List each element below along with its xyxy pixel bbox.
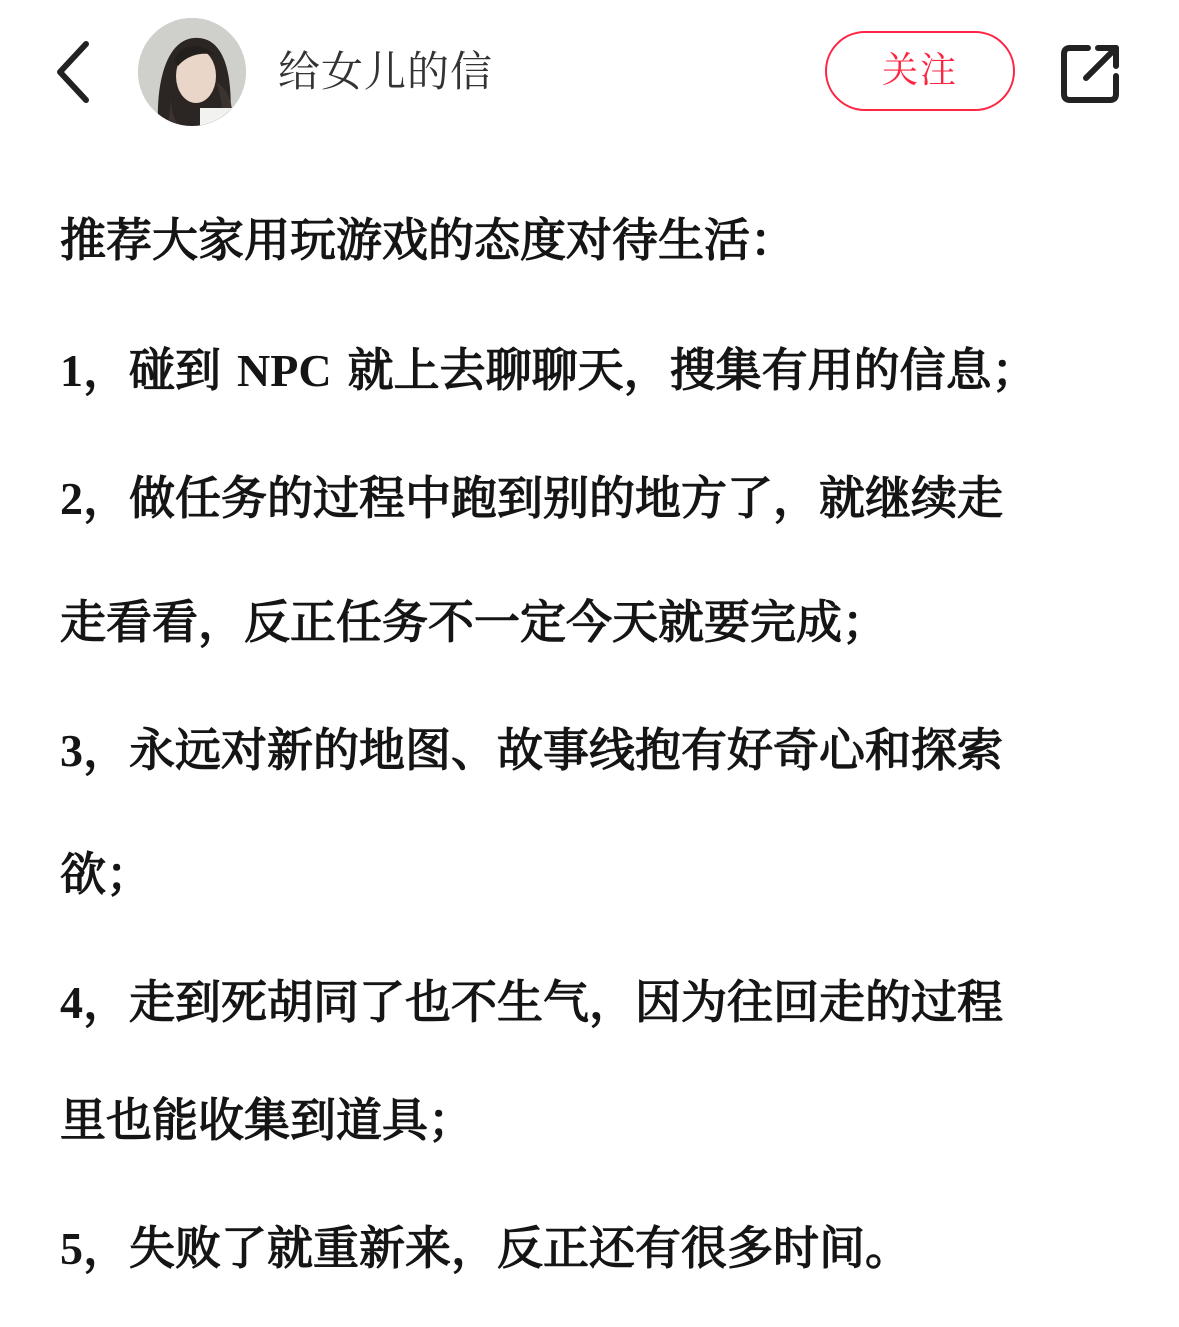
list-item-2-continued: 走看看，反正任务不一定今天就要完成；: [60, 595, 888, 649]
item-number: 1: [60, 345, 83, 396]
item-number: 3: [60, 725, 83, 776]
back-button[interactable]: [40, 30, 110, 114]
item-text: 做任务的过程中跑到别的地方了，就继续走: [129, 471, 1003, 525]
item-text: 就上去聊聊天，搜集有用的信息；: [331, 343, 1038, 397]
item-text: NPC: [237, 345, 332, 396]
list-item-5: [60, 1186, 1130, 1311]
item-separator: ，: [83, 975, 129, 1029]
list-item-4: [60, 940, 1130, 1065]
item-number: 2: [60, 473, 83, 524]
item-number: 4: [60, 977, 83, 1028]
avatar-photo: [138, 18, 246, 126]
author-name[interactable]: 给女儿的信: [278, 47, 494, 96]
share-icon: [1058, 40, 1126, 106]
top-bar: [0, 0, 1179, 150]
list-item-1: [60, 308, 1130, 433]
share-button[interactable]: [1058, 40, 1126, 106]
item-separator: ，: [83, 723, 129, 777]
list-item-4-continued: 里也能收集到道具；: [60, 1093, 474, 1147]
item-separator: ，: [83, 1221, 129, 1275]
list-item-3: [60, 688, 1130, 813]
item-text: 失败了就重新来，反正还有很多时间。: [129, 1221, 911, 1275]
item-number: 5: [60, 1223, 83, 1274]
avatar[interactable]: [138, 18, 246, 126]
item-text: 走到死胡同了也不生气，因为往回走的过程: [129, 975, 1003, 1029]
post-intro: 推荐大家用玩游戏的态度对待生活：: [60, 213, 796, 267]
item-separator: ，: [83, 471, 129, 525]
list-item-3-continued: 欲；: [60, 847, 152, 901]
list-item-2: [60, 436, 1130, 561]
item-text: 永远对新的地图、故事线抱有好奇心和探索: [129, 723, 1003, 777]
follow-button[interactable]: 关注: [825, 31, 1015, 111]
item-text: 碰到: [129, 343, 238, 397]
chevron-left-icon: [40, 30, 110, 114]
item-separator: ，: [83, 343, 129, 397]
